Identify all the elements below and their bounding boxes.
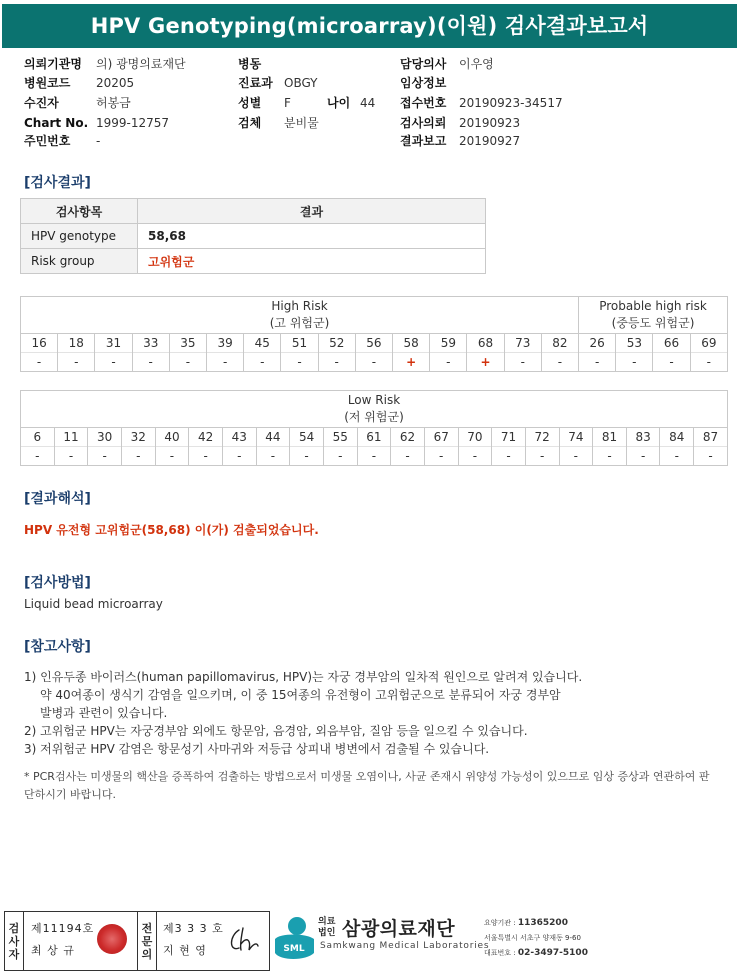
genotype-cell: 73 bbox=[504, 334, 541, 353]
clinical-label: 임상정보 bbox=[400, 76, 447, 90]
genotype-cell: 35 bbox=[169, 334, 206, 353]
reviewer-license: 제3 3 3 호 bbox=[163, 922, 224, 935]
institution-label: 의뢰기관명 bbox=[24, 57, 82, 71]
pcr-footnote: * PCR검사는 미생물의 핵산을 증폭하여 검출하는 방법으로서 미생물 오염이나, 사균 존재시 위양성 가능성이 있으므로 임상 증상과 연관하여 판단하시기 바랍니다. bbox=[24, 770, 710, 801]
genotype-cell: 74 bbox=[559, 428, 593, 447]
genotype-cell: 43 bbox=[222, 428, 256, 447]
negative-mark: - bbox=[21, 353, 58, 372]
resident-value: - bbox=[96, 134, 101, 148]
negative-mark: - bbox=[559, 447, 593, 466]
genotype-cell: 69 bbox=[690, 334, 727, 353]
accession-value: 20190923-34517 bbox=[459, 96, 563, 110]
genotype-cell: 18 bbox=[58, 334, 95, 353]
phone-label: 대표번호 : bbox=[484, 949, 518, 957]
genotype-cell: 53 bbox=[616, 334, 653, 353]
result-item: Risk group bbox=[21, 249, 138, 274]
high-risk-group-header bbox=[21, 297, 579, 334]
low-risk-subtitle: (저 위험군) bbox=[344, 410, 404, 424]
genotype-cell: 68 bbox=[467, 334, 504, 353]
negative-mark: - bbox=[169, 353, 206, 372]
negative-mark: - bbox=[492, 447, 526, 466]
notes-heading: [참고사항] bbox=[24, 639, 91, 655]
genotype-cell: 42 bbox=[189, 428, 223, 447]
negative-mark: - bbox=[323, 447, 357, 466]
negative-mark: - bbox=[355, 353, 392, 372]
subject-label: 수진자 bbox=[24, 96, 59, 110]
negative-mark: - bbox=[21, 447, 55, 466]
method-text: Liquid bead microarray bbox=[24, 597, 163, 611]
chart-label: Chart No. bbox=[24, 116, 89, 130]
negative-mark: - bbox=[281, 353, 318, 372]
negative-mark: - bbox=[54, 447, 88, 466]
low-risk-table bbox=[20, 390, 728, 466]
agency-label: 요양기관 : bbox=[484, 919, 518, 927]
negative-mark: - bbox=[579, 353, 616, 372]
reviewer-name: 지 현 영 bbox=[163, 944, 207, 957]
report-title: HPV Genotyping(microarray)(이원) 검사결과보고서 bbox=[2, 4, 737, 48]
ward-label: 병동 bbox=[238, 57, 262, 71]
inspector-name: 최 상 규 bbox=[31, 944, 75, 957]
negative-mark: - bbox=[155, 447, 189, 466]
negative-mark: - bbox=[391, 447, 425, 466]
probable-subtitle: (중등도 위험군) bbox=[611, 316, 695, 330]
negative-mark: - bbox=[616, 353, 653, 372]
genotype-cell: 66 bbox=[653, 334, 690, 353]
sex-value: F bbox=[284, 96, 291, 110]
genotype-cell: 82 bbox=[541, 334, 578, 353]
note-line: 2) 고위험군 HPV는 자궁경부암 외에도 항문암, 음경암, 외음부암, 질암 등을 일으킬 수 있습니다. bbox=[24, 724, 528, 738]
genotype-cell: 45 bbox=[244, 334, 281, 353]
report-label: 결과보고 bbox=[400, 134, 447, 148]
genotype-cell: 56 bbox=[355, 334, 392, 353]
col-item-header: 검사항목 bbox=[21, 199, 138, 224]
negative-mark: - bbox=[458, 447, 492, 466]
notes-list bbox=[24, 668, 582, 758]
genotype-cell: 84 bbox=[660, 428, 694, 447]
genotype-cell: 31 bbox=[95, 334, 132, 353]
genotype-cell: 30 bbox=[88, 428, 122, 447]
phone-number: 02-3497-5100 bbox=[517, 948, 588, 958]
age-label: 나이 bbox=[327, 96, 351, 110]
genotype-cell: 59 bbox=[430, 334, 467, 353]
reviewer-label bbox=[137, 912, 157, 970]
high-risk-table bbox=[20, 296, 728, 372]
agency-code: 11365200 bbox=[517, 918, 568, 928]
request-date: 20190923 bbox=[459, 116, 521, 130]
inspector-license: 제11194호 bbox=[31, 922, 95, 935]
genotype-cell: 39 bbox=[207, 334, 244, 353]
handwritten-signature bbox=[225, 922, 261, 958]
genotype-cell: 61 bbox=[357, 428, 391, 447]
negative-mark: - bbox=[244, 353, 281, 372]
genotype-cell: 87 bbox=[694, 428, 728, 447]
negative-mark: - bbox=[424, 447, 458, 466]
genotype-cell: 72 bbox=[525, 428, 559, 447]
negative-mark: - bbox=[222, 447, 256, 466]
negative-mark: - bbox=[626, 447, 660, 466]
genotype-cell: 62 bbox=[391, 428, 425, 447]
table-row bbox=[21, 249, 486, 274]
vertical-label-char: 사 bbox=[8, 934, 20, 948]
genotype-cell: 6 bbox=[21, 428, 55, 447]
vertical-label-char: 의 bbox=[141, 947, 153, 961]
agency-line bbox=[484, 916, 588, 931]
vertical-label-char: 문 bbox=[141, 934, 153, 948]
logo-sub-line: 의료 bbox=[318, 917, 336, 927]
low-risk-group-header bbox=[21, 391, 728, 428]
genotype-cell: 11 bbox=[54, 428, 88, 447]
institution-value: 의) 광명의료재단 bbox=[96, 57, 186, 71]
accession-label: 접수번호 bbox=[400, 96, 447, 110]
negative-mark: - bbox=[653, 353, 690, 372]
note-line: 3) 저위험군 HPV 감염은 항문성기 사마귀와 저등급 상피내 병변에서 검출될 수 있습니다. bbox=[24, 742, 490, 756]
genotype-cell: 54 bbox=[290, 428, 324, 447]
genotype-cell: 83 bbox=[626, 428, 660, 447]
genotype-cell: 32 bbox=[121, 428, 155, 447]
negative-mark: - bbox=[95, 353, 132, 372]
dept-value: OBGY bbox=[284, 76, 318, 90]
genotype-value: 58,68 bbox=[138, 224, 486, 249]
note-line: 약 40여종이 생식기 감염을 일으키며, 이 중 15여종의 유전형이 고위험군으로 분류되어 자궁 경부암 bbox=[40, 688, 561, 702]
genotype-cell: 71 bbox=[492, 428, 526, 447]
phone-line bbox=[484, 946, 588, 961]
method-heading: [검사방법] bbox=[24, 575, 91, 591]
negative-mark: - bbox=[290, 447, 324, 466]
genotype-cell: 16 bbox=[21, 334, 58, 353]
address-line: 서울특별시 서초구 양재동 9-60 bbox=[484, 934, 581, 942]
chart-value: 1999-12757 bbox=[96, 116, 170, 130]
negative-mark: - bbox=[132, 353, 169, 372]
foundation-name-en: Samkwang Medical Laboratories bbox=[320, 941, 490, 951]
genotype-cell: 58 bbox=[393, 334, 430, 353]
result-table bbox=[20, 198, 486, 274]
genotype-cell: 33 bbox=[132, 334, 169, 353]
genotype-cell: 81 bbox=[593, 428, 627, 447]
logo-sub bbox=[318, 917, 335, 939]
negative-mark: - bbox=[88, 447, 122, 466]
negative-mark: - bbox=[593, 447, 627, 466]
negative-mark: - bbox=[189, 447, 223, 466]
doctor-label: 담당의사 bbox=[400, 57, 447, 71]
note-line: 발병과 관련이 있습니다. bbox=[40, 706, 168, 720]
result-item: HPV genotype bbox=[21, 224, 138, 249]
resident-label: 주민번호 bbox=[24, 134, 71, 148]
positive-mark: + bbox=[393, 353, 430, 372]
note-line: 1) 인유두종 바이러스(human papillomavirus, HPV)는 자궁 경부암의 일차적 원인으로 알려져 있습니다. bbox=[24, 670, 583, 684]
genotype-cell: 40 bbox=[155, 428, 189, 447]
negative-mark: - bbox=[541, 353, 578, 372]
subject-value: 허봉금 bbox=[96, 96, 131, 110]
vertical-label-char: 전 bbox=[141, 921, 153, 935]
risk-group-value: 고위험군 bbox=[138, 249, 486, 274]
negative-mark: - bbox=[430, 353, 467, 372]
low-risk-title: Low Risk bbox=[347, 393, 401, 407]
genotype-cell: 44 bbox=[256, 428, 290, 447]
hospital-code-value: 20205 bbox=[96, 76, 135, 90]
sml-logo-icon bbox=[272, 913, 316, 963]
sex-label: 성별 bbox=[238, 96, 262, 110]
negative-mark: - bbox=[504, 353, 541, 372]
age-value: 44 bbox=[360, 96, 376, 110]
probable-group-header bbox=[579, 297, 728, 334]
seal-stamp bbox=[97, 924, 127, 954]
high-risk-subtitle: (고 위험군) bbox=[269, 316, 330, 330]
genotype-cell: 52 bbox=[318, 334, 355, 353]
contact-info bbox=[484, 916, 588, 961]
signature-box bbox=[4, 911, 270, 971]
sml-logo-text: SML bbox=[283, 944, 305, 954]
request-label: 검사의뢰 bbox=[400, 116, 447, 130]
foundation-name: 삼광의료재단 bbox=[342, 918, 456, 940]
positive-mark: + bbox=[467, 353, 504, 372]
specimen-label: 검체 bbox=[238, 116, 262, 130]
negative-mark: - bbox=[525, 447, 559, 466]
hospital-code-label: 병원코드 bbox=[24, 76, 71, 90]
doctor-value: 이우영 bbox=[459, 57, 494, 71]
high-risk-title: High Risk bbox=[271, 299, 328, 313]
report-date: 20190927 bbox=[459, 134, 521, 148]
negative-mark: - bbox=[256, 447, 290, 466]
genotype-cell: 67 bbox=[424, 428, 458, 447]
dept-label: 진료과 bbox=[238, 76, 273, 90]
negative-mark: - bbox=[660, 447, 694, 466]
negative-mark: - bbox=[694, 447, 728, 466]
negative-mark: - bbox=[58, 353, 95, 372]
negative-mark: - bbox=[318, 353, 355, 372]
negative-mark: - bbox=[690, 353, 727, 372]
negative-mark: - bbox=[207, 353, 244, 372]
specimen-value: 분비물 bbox=[284, 116, 319, 130]
col-result-header: 결과 bbox=[138, 199, 486, 224]
inspector-label bbox=[5, 912, 24, 970]
genotype-cell: 70 bbox=[458, 428, 492, 447]
reviewer-info bbox=[163, 918, 224, 962]
interpretation-text: HPV 유전형 고위험군(58,68) 이(가) 검출되었습니다. bbox=[24, 523, 319, 537]
interpretation-heading: [결과해석] bbox=[24, 491, 91, 507]
probable-title: Probable high risk bbox=[599, 299, 707, 313]
table-row bbox=[21, 224, 486, 249]
vertical-label-char: 검 bbox=[8, 921, 20, 935]
vertical-label-char: 자 bbox=[8, 947, 20, 961]
inspector-info bbox=[31, 918, 94, 962]
genotype-cell: 26 bbox=[579, 334, 616, 353]
logo-sub-line: 법인 bbox=[318, 928, 336, 938]
genotype-cell: 51 bbox=[281, 334, 318, 353]
result-heading: [검사결과] bbox=[24, 175, 91, 191]
negative-mark: - bbox=[357, 447, 391, 466]
genotype-cell: 55 bbox=[323, 428, 357, 447]
negative-mark: - bbox=[121, 447, 155, 466]
